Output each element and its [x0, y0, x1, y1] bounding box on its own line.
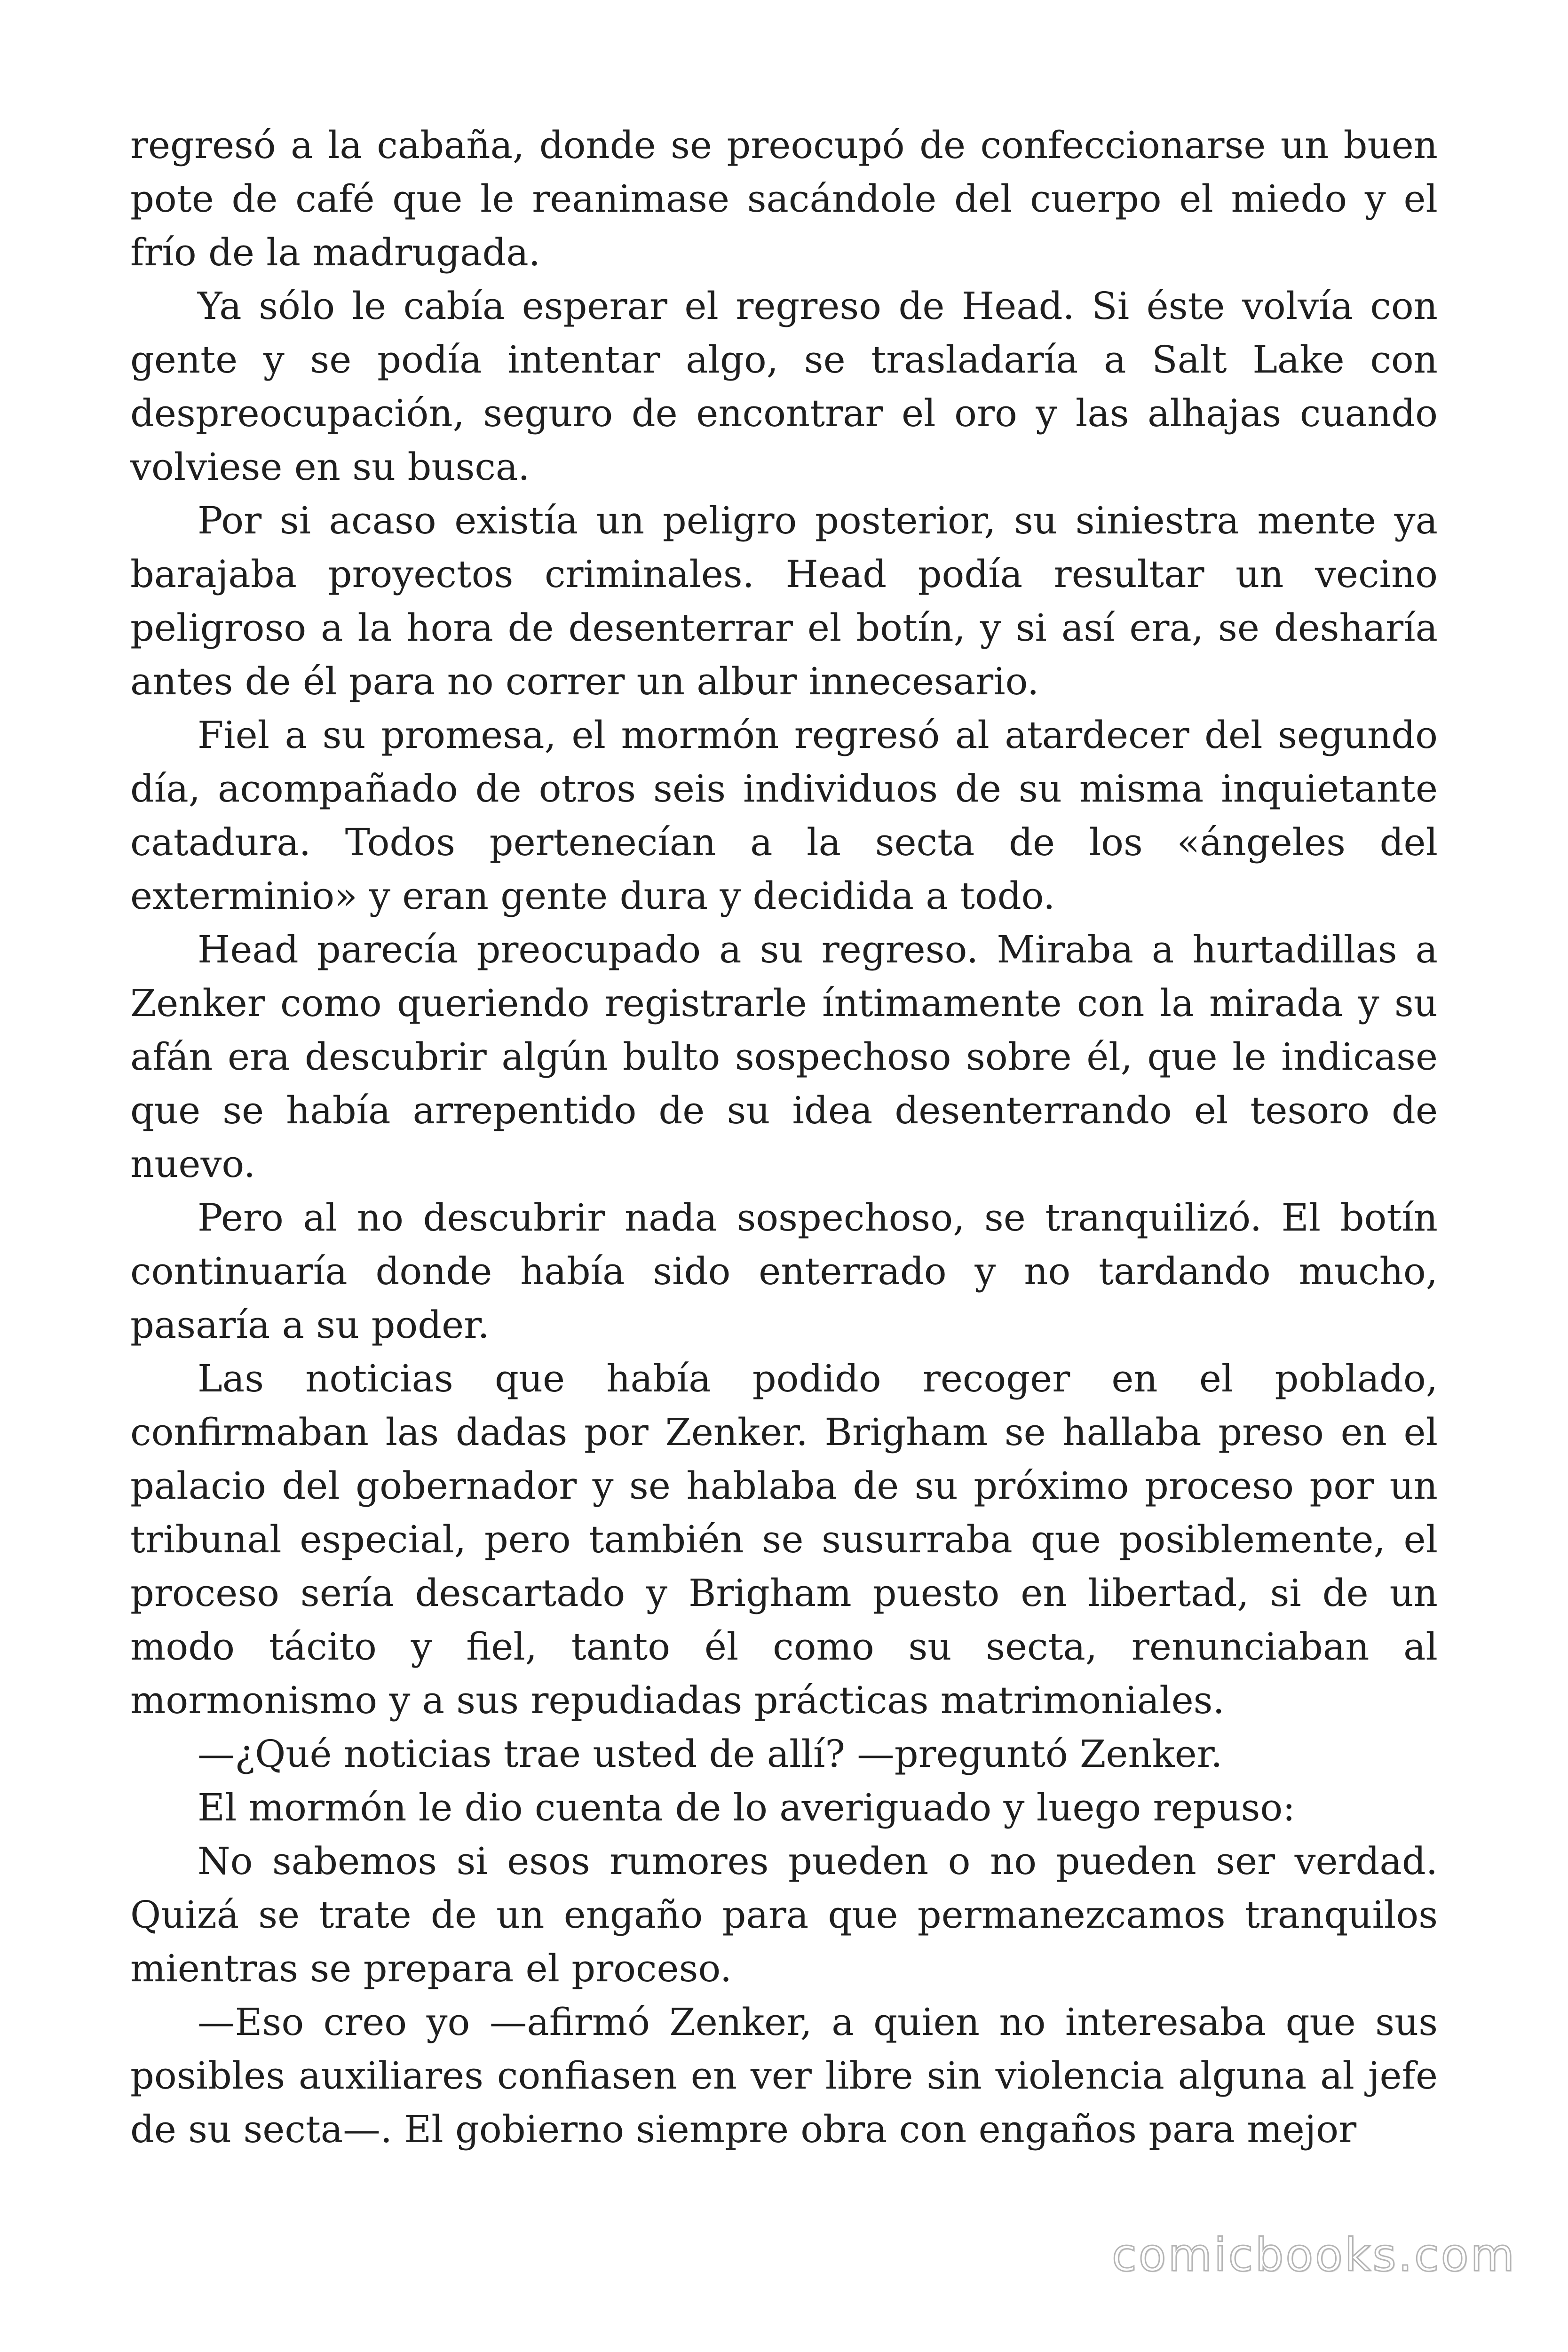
paragraph-5: Head parecía preocupado a su regreso. Miraba a hurtadillas a Zenker como queriendo registrarle íntimamente con la mirada y su afán era descubrir algún bulto sospechoso sobre él, que le indicase que se había arrepentido de su idea desenterrando el tesoro de nuevo. [130, 928, 1438, 1186]
paragraph-10: No sabemos si esos rumores pueden o no pueden ser verdad. Quizá se trate de un engaño para que permanezcamos tranquilos mientras se prepara el proceso. [130, 1839, 1438, 1990]
paragraph-1: regresó a la cabaña, donde se preocupó de confeccionarse un buen pote de café que le reanimase sacándole del cuerpo el miedo y el frío de la madrugada. [130, 123, 1438, 274]
paragraph-6: Pero al no descubrir nada sospechoso, se tranquilizó. El botín continuaría donde había sido enterrado y no tardando mucho, pasaría a su poder. [130, 1196, 1438, 1347]
paragraph-7: Las noticias que había podido recoger en el poblado, confirmaban las dadas por Zenker. Brigham se hallaba preso en el palacio del gobernador y se hablaba de su próximo proceso por un tribunal especial, pero también se susurraba que posiblemente, el proceso sería descartado y Brigham puesto en libertad, si de un modo tácito y fiel, tanto él como su secta, renunciaban al mormonismo y a sus repudiadas prácticas matrimoniales. [130, 1357, 1438, 1722]
site-watermark: comicbooks.com [1111, 2229, 1516, 2281]
paragraph-4: Fiel a su promesa, el mormón regresó al atardecer del segundo día, acompañado de otros seis individuos de su misma inquietante catadura. Todos pertenecían a la secta de los «ángeles del exterminio» y eran gente dura y decidida a todo. [130, 713, 1438, 918]
paragraph-11: —Eso creo yo —afirmó Zenker, a quien no interesaba que sus posibles auxiliares confiasen en ver libre sin violencia alguna al jefe de su secta—. El gobierno siempre obra con engaños para mejor [130, 2000, 1438, 2151]
paragraph-2: Ya sólo le cabía esperar el regreso de Head. Si éste volvía con gente y se podía intentar algo, se trasladaría a Salt Lake con despreocupación, seguro de encontrar el oro y las alhajas cuando volviese en su busca. [130, 284, 1438, 489]
paragraph-8: —¿Qué noticias trae usted de allí? —preguntó Zenker. [198, 1732, 1223, 1776]
paragraph-3: Por si acaso existía un peligro posterior, su siniestra mente ya barajaba proyectos criminales. Head podía resultar un vecino peligroso a la hora de desenterrar el botín, y si así era, se desharía antes de él para no correr un albur innecesario. [130, 499, 1438, 703]
paragraph-9: El mormón le dio cuenta de lo averiguado y luego repuso: [198, 1786, 1296, 1829]
page-body-text [130, 119, 1438, 2156]
